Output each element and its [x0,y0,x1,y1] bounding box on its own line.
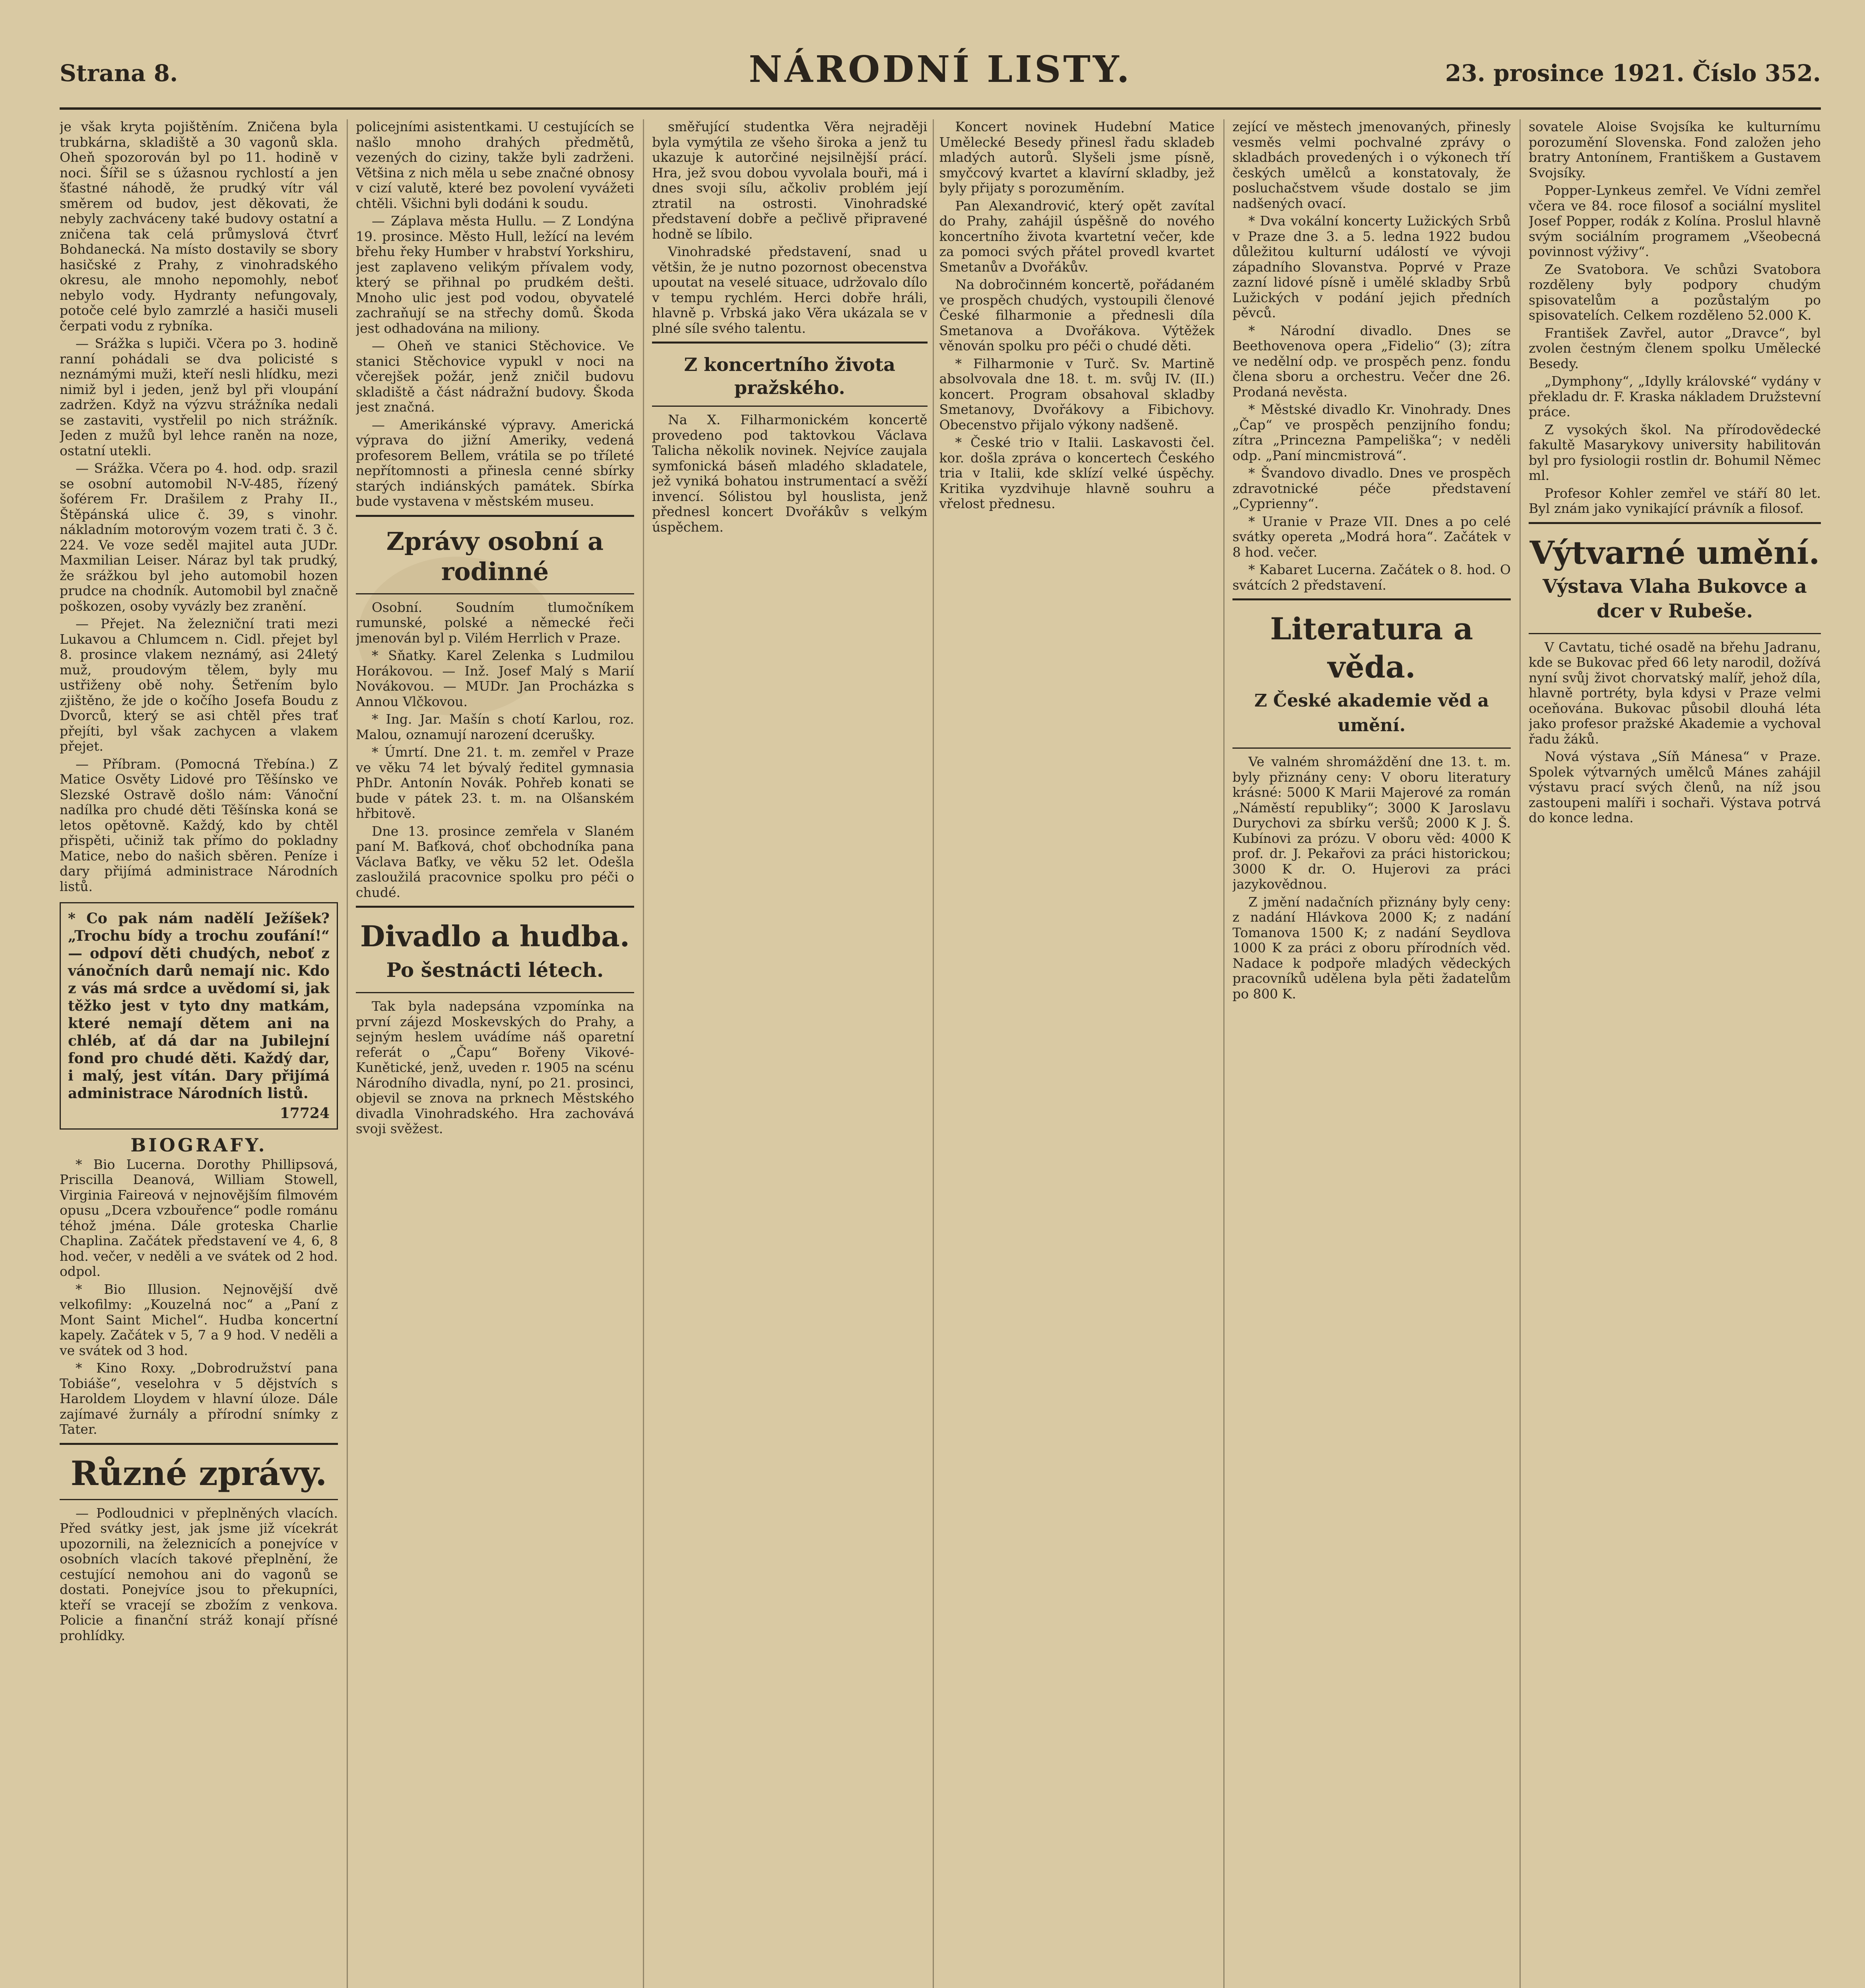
article-text: V Cavtatu, tiché osadě na břehu Jadranu, kde se Bukovac před 66 lety narodil, dožívá nyní svůj život chorvatský malíř, jehož díla, hlavně portréty, byla kdysi v Praze velmi oceňována. Bukovac působil dlouhá léta jako profesor pražské Akademie a vychoval řadu žáků. [1529,639,1821,747]
article-text: Osobní. Soudním tlumočníkem rumunské, polské a německé řeči jmenován byl p. Vilém Herrlich v Praze. [356,599,634,646]
section-heading: Zprávy osobní a rodinné [386,526,604,586]
column-2 [356,119,634,1988]
column-rule [1520,119,1521,1988]
article-text: Ve valném shromáždění dne 13. t. m. byly přiznány ceny: V oboru literatury krásné: 5000 K Marii Majerové za román „Náměstí republiky“; 3000 K Jaroslavu Durychovi za sbírku veršů; 2000 K J. Š. Kubínovi za prózu. V oboru věd: 4000 K prof. dr. J. Pekařovi za práci historickou; 3000 K dr. O. Hujerovi za práci jazykovědnou. [1232,754,1511,892]
article-text: František Zavřel, autor „Dravce“, byl zvolen čestným členem spolku Umělecké Besedy. [1529,325,1821,371]
article-text: * Bio Illusion. Nejnovější dvě velkofilmy: „Kouzelná noc“ a „Paní z Mont Saint Michel“. Hudba koncertní kapely. Začátek v 5, 7 a 9 hod. V neděli a ve svátek od 3 hod. [60,1281,338,1358]
article-text: — Přejet. Na železniční trati mezi Lukavou a Chlumcem n. Cidl. přejet byl 8. prosince vlakem neznámý, asi 24letý muž, proudovým tělem, byly mu ustřiženy obě nohy. Šetřením bylo zjištěno, že jde o kočího Josefa Boudu z Dvorců, který se asi chtěl přes trať přejíti, byl však zachycen a vlakem přejet. [60,616,338,754]
article-text: — Srážka s lupiči. Včera po 3. hodině ranní pohádali se dva policisté s neznámými muži, kteří nesli hlídku, mezi nimiž byl i jeden, jenž byl při vloupání zadržen. Když na výzvu strážníka nedali se zastaviti, vystřelil po nich strážník. Jeden z mužů byl lehce raněn na noze, ostatní utekli. [60,336,338,458]
article-text: směřující studentka Věra nejraději byla vymýtila ze všeho široka a jenž tu ukazuje k autorčiné nejsilnější prácí. Hra, jež svou dobou vyvolala bouři, má i dnes svoji sílu, ačkoliv problém její ztratil na ostrosti. Vinohradské představení dobře a pečlivě připravené hodně se líbilo. [652,119,928,242]
article-text: Tak byla nadepsána vzpomínka na první zájezd Moskevských do Prahy, a sejným heslem uvádíme náš oparetní referát o „Čapu“ Bořeny Vikové-Kunětické, jenž, uveden r. 1905 na scénu Národního divadla, nyní, po 21. prosinci, objevil se znova na prknech Městského divadla Vinohradského. Hra zachovává svoji svěžest. [356,998,634,1136]
section-heading: Z koncertního života pražského. [684,354,895,398]
article-text: Na dobročinném koncertě, pořádaném ve prospěch chudých, vystoupili členové České filharmonie a přednesli díla Smetanova a Dvořákova. Výtěžek věnován spolku pro péči o chudé děti. [939,277,1215,353]
page-header [60,44,1821,103]
header-rule [60,107,1821,110]
article-text: * Ing. Jar. Mašín s chotí Karlou, roz. Malou, oznamují narození dcerušky. [356,711,634,742]
section-block [356,906,634,993]
article-text: Vinohradské představení, snad u většin, že je nutno pozornost obecenstva upoutat na veselé situace, udržovalo dílo v tempu rychlém. Herci dobře hráli, hlavně p. Vrbská jako Věra ukázala se v plné síle svého talentu. [652,244,928,336]
article-text: Nová výstava „Síň Mánesa“ v Praze. Spolek výtvarných umělců Mánes zahájil výstavu prací svých členů, na níž jsou zastoupeni malíři i sochaři. Výstava potrvá do konce ledna. [1529,749,1821,825]
article-text: * Bio Lucerna. Dorothy Phillipsová, Priscilla Deanová, William Stowell, Virginia Faireová v nejnovějším filmovém opusu „Dcera vzbouřence“ podle románu téhož jména. Dále groteska Charlie Chaplina. Začátek představení ve 4, 6, 8 hod. večer, v neděli a ve svátek od 2 hod. odpol. [60,1156,338,1279]
section-heading: Výtvarné umění. [1529,534,1820,571]
article-text: * Filharmonie v Turč. Sv. Martině absolvovala dne 18. t. m. svůj IV. (II.) koncert. Program obsahoval skladby Smetanovy, Dvořákovy a Fibichovy. Obecenstvo přijalo výkony nadšeně. [939,355,1215,433]
music-section [652,119,1215,1988]
column-rule [643,119,644,1988]
article-text: * Kabaret Lucerna. Začátek o 8. hod. O svátcích 2 představení. [1232,562,1511,593]
article-text: * Dva vokální koncerty Lužických Srbů v Praze dne 3. a 5. ledna 1922 budou důležitou kulturní událostí ve vývoji západního Slovanstva. Poprvé v Praze zazní lidové písně i umělé skladby Srbů Lužických v podání jejich předních pěvců. [1232,213,1511,320]
two-column-flow [652,119,1215,1988]
article-text: * Švandovo divadlo. Dnes ve prospěch zdravotnické péče představení „Cyprienny“. [1232,465,1511,511]
appeal-text: * Co pak nám nadělí Ježíšek? „Trochu bídy a trochu zoufání!“ — odpoví děti chudých, neboť z vánočních darů nemají nic. Kdo z vás má srdce a uvědomí si, jak těžko jest v tyto dny matkám, které nemají dětem ani na chléb, ať dá dar na Jubilejní fond pro chudé děti. Každý dar, i malý, jest vítán. Dary přijímá administrace Národních listů. [68,910,330,1102]
article-text: * Úmrtí. Dne 21. t. m. zemřel v Praze ve věku 74 let bývalý ředitel gymnasia PhDr. Antonín Novák. Pohřeb konati se bude v pátek 23. t. m. na Olšanském hřbitově. [356,744,634,821]
article-text: — Amerikánské výpravy. Americká výprava do jižní Ameriky, vedená profesorem Bellem, vrátila se po tříleté nepřítomnosti a přinesla cenné sbírky starých indiánských památek. Sbírka bude vystavena v městském museu. [356,417,634,509]
article-text: — Srážka. Včera po 4. hod. odp. srazil se osobní automobil N-V-485, řízený šoférem Fr. Drašilem z Prahy II., Štěpánská ulice č. 39, s vinohr. nákladním motorovým vozem trati č. 3 č. 224. Ve voze seděl majitel auta JUDr. Maxmilian Leiser. Náraz byl tak prudký, že srážkou byl jeho automobil hozen prudce na chodník. Automobil byl značně poškozen, osoby vyvázly bez zranění. [60,460,338,614]
article-text: — Oheň ve stanici Stěchovice. Ve stanici Stěchovice vypukl v noci na včerejšek požár, jenž zničil budovu skladiště a část nádražní budovy. Škoda jest značná. [356,338,634,415]
page-number: Strana 8. [60,60,178,87]
article-text: je však kryta pojištěním. Zničena byla trubkárna, skladiště a 30 vagonů skla. Oheň spozorován byl po 11. hodině v noci. Šířil se s úžasnou rychlostí a jen šťastné náhodě, že prudký vítr vál směrem od budov, jest děkovati, že nebyly zachváceny také budovy ostatní a zničena tak celá průmyslová čtvrť Bohdanecká. Na místo dostavily se sbory hasičské z Prahy, z vinohradského okresu, ale mnoho nepomohly, neboť nebylo vody. Hydranty nefungovaly, potoče celé bylo zamrzlé a hasiči museli čerpati vodu z rybníka. [60,119,338,334]
article-text: * České trio v Italii. Laskavosti čel. kor. došla zpráva o koncertech Českého tria v Italii, kde sklízí velké úspěchy. Kritika vyzdvihuje hlavně souhru a vřelost přednesu. [939,435,1215,511]
column-1 [60,119,338,1988]
section-heading: Literatura a věda. [1270,611,1473,685]
column-6 [1529,119,1821,1988]
article-text: „Dymphony“, „Idylly královské“ vydány v překladu dr. F. Kraska nákladem Družstevní práce. [1529,373,1821,419]
article-text: — Příbram. (Pomocná Třebína.) Z Matice Osvěty Lidové pro Těšínsko ve Slezské Ostravě došlo nám: Vánoční nadílka pro chudé děti Těšínska koná se letos opětovně. Každý, kdo by chtěl přispěti, učiniž tak přímo do pokladny Matice, nebo do našich sběren. Peníze i dary přijímá administrace Národních listů. [60,756,338,894]
article-text: Z jmění nadačních přiznány byly ceny: z nadání Hlávkova 2000 K; z nadání Tomanova 1500 K; z nadání Seydlova 1000 K za práci z oboru přírodních věd. Nadace k podpoře mladých vědeckých pracovníků udělena byla pěti žadatelům po 800 K. [1232,894,1511,1002]
section-heading: Různé zprávy. [70,1453,327,1493]
section-block [60,1443,338,1500]
appeal-number: 17724 [279,1105,330,1122]
article-text: Dne 13. prosince zemřela v Slaném paní M. Baťková, choť obchodníka pana Václava Baťky, ve věku 52 let. Odešla zasloužilá pracovnice spolku pro péči o chudé. [356,823,634,900]
article-text: zející ve městech jmenovaných, přinesly vesměs velmi pochvalné zprávy o skladbách provedených i o výkonech tří českých umělců a konstatovaly, že posluchačstvem všude dostalo se jim nadšených ovací. [1232,119,1511,211]
charity-appeal [60,902,338,1130]
section-subheading: Výstava Vlaha Bukovce a dcer v Rubeše. [1543,575,1807,622]
article-text: — Podloudnici v přeplněných vlacích. Před svátky jest, jak jsme již vícekrát upozornili, na železnicích a ponejvíce v osobních vlacích takové přeplnění, že cestující nemohou ani do vagonů se dostati. Ponejvíce jsou to překupníci, kteří se vracejí se zbožím z venkova. Policie a finanční stráž konají přísné prohlídky. [60,1505,338,1643]
article-text: Pan Alexandrović, který opět zavítal do Prahy, zahájil úspěšně do nového koncertního života kvartetní večer, kde za pomoci svých přátel provedl kvartet Smetanův a Dvořákův. [939,198,1215,275]
column-rule [1223,119,1225,1988]
section-block [1529,522,1821,634]
article-text: — Záplava města Hullu. — Z Londýna 19. prosince. Město Hull, ležící na levém břehu řeky Humber v hrabství Yorkshiru, jest zaplaveno velikým přívalem vody, který se přihnal po prudkém dešti. Mnoho ulic jest pod vodou, obyvatelé zachraňují se na střechy domů. Škoda jest odhadována na miliony. [356,213,634,336]
article-text: Ze Svatobora. Ve schůzi Svatobora rozděleny byly podpory chudým spisovatelům a pozůstalým po spisovatelích. Celkem rozděleno 52.000 K. [1529,261,1821,323]
article-text: Popper-Lynkeus zemřel. Ve Vídni zemřel včera ve 84. roce filosof a sociální myslitel Josef Popper, rodák z Kolína. Proslul hlavně svým sociálním programem „Všeobecná povinnost výživy“. [1529,182,1821,259]
issue-date: 23. prosince 1921. Číslo 352. [1445,60,1821,87]
article-text: * Uranie v Praze VII. Dnes a po celé svátky opereta „Modrá hora“. Začátek v 8 hod. večer. [1232,513,1511,560]
section-subheading: Z České akademie věd a umění. [1254,691,1489,736]
article-text: * Sňatky. Karel Zelenka s Ludmilou Horákovou. — Inž. Josef Malý s Marií Novákovou. — MUDr. Jan Procházka s Annou Vlčkovou. [356,648,634,709]
section-heading: BIOGRAFY. [130,1134,267,1156]
article-text: policejními asistentkami. U cestujících se našlo mnoho drahých předmětů, vezených do ciziny, takže byli zadrženi. Většina z nich měla u sebe značné obnosy v cizí valutě, které bez povolení vyvážeti chtěli. Všichni byli dodáni k soudu. [356,119,634,211]
article-text: Profesor Kohler zemřel ve stáří 80 let. Byl znám jako vynikající právník a filosof. [1529,485,1821,516]
article-text: Koncert novinek Hudební Matice Umělecké Besedy přinesl řadu skladeb mladých autorů. Slyšeli jsme písně, smyčcový kvartet a klavírní skladby, jež byly přijaty s porozuměním. [939,119,1215,196]
article-text: Z vysokých škol. Na přírodovědecké fakultě Masarykovy university habilitován byl pro fysiologii rostlin dr. Bohumil Němec ml. [1529,421,1821,483]
article-text: * Kino Roxy. „Dobrodružství pana Tobiáše“, veselohra v 5 dějstvích s Haroldem Lloydem v hlavní úloze. Dále zajímavé žurnály a přírodní snímky z Tater. [60,1360,338,1437]
column-5 [1232,119,1511,1988]
section-subheading: Po šestnácti létech. [386,958,604,982]
section-block [652,342,928,407]
section-block [356,515,634,594]
article-text: * Národní divadlo. Dnes se Beethovenova opera „Fidelio“ (3); zítra ve nedělní odp. ve prospěch penz. fondu člena sboru a orchestru. Večer dne 26. Prodaná nevěsta. [1232,322,1511,400]
masthead: NÁRODNÍ LISTY. [749,48,1132,91]
column-rule [347,119,348,1988]
section-block [1232,598,1511,749]
section-heading: Divadlo a hudba. [360,919,630,953]
article-text: sovatele Aloise Svojsíka ke kulturnímu porozumění Slovenska. Fond založen jeho bratry Antonínem, Františkem a Gustavem Svojsíky. [1529,119,1821,181]
columns [60,119,1821,1988]
article-text: * Městské divadlo Kr. Vinohrady. Dnes „Čap“ ve prospěch penzijního fondu; zítra „Princezna Pampeliška“; v neděli odp. „Paní mincmistrová“. [1232,402,1511,463]
article-text: Na X. Filharmonickém koncertě provedeno pod taktovkou Václava Talicha několik novinek. Nejvíce zaujala symfonická báseň mladého skladatele, jež vyniká bohatou instrumentací a svěží invencí. Sólistou byl houslista, jenž přednesl koncert Dvořákův s velkým úspěchem. [652,412,928,535]
